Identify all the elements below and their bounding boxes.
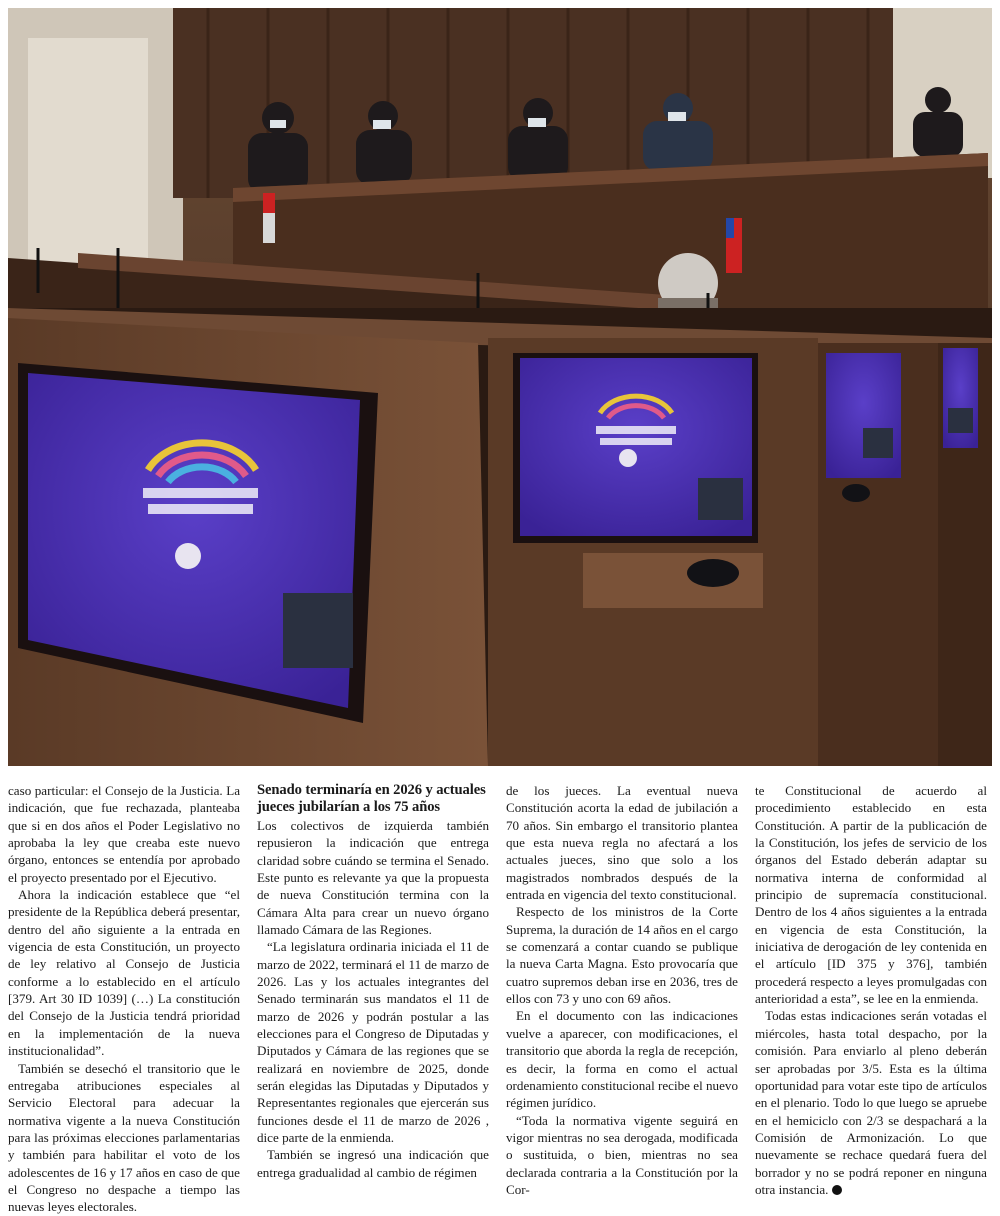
end-mark-icon [832,1185,842,1195]
column-4 [755,782,987,1197]
paragraph: te Constitucional de acuerdo al procedimiento establecido en esta Constitución. A partir de la publicación de la Constitución, los jefes de servicio de los órganos del Estado deberán adaptar su normativa interna de conformidad al principio de supremacía constitucional. Dentro de los 4 años siguientes a la entrada en vigencia de esta Constitución, la iniciativa de derogación de ley contenida en el artículo [ID 375 y 376], también procederá respecto a leyes promulgadas con anterioridad a esta”, se lee en la enmienda. [755,783,987,1007]
paragraph: Los colectivos de izquierda también repusieron la indicación que entrega claridad sobre cuándo se termina el Senado. Este punto es relevante ya que la propuesta de nueva Constitución termina con la Cámara Alta para crear un nuevo órgano llamado Cámara de las Regiones. [257,817,489,937]
paragraph: caso particular: el Consejo de la Justicia. La indicación, que fue rechazada, planteaba que si en dos años el Poder Legislativo no aprobaba la ley que creaba este nuevo órgano, entonces se entendía por aprobado el proyecto presentado por el Ejecutivo. [8,783,240,885]
column-3 [506,782,738,1197]
paragraph: En el documento con las indicaciones vuelve a aparecer, con modificaciones, el transitorio que aborda la regla de recepción, es decir, la forma en como el actual ordenamiento constitucional recibe el nuevo régimen jurídico. [506,1008,738,1111]
article-photo [8,8,992,766]
paragraph: Respecto de los ministros de la Corte Suprema, la duración de 14 años en el cargo se comenzará a contar cuando se publique la nueva Carta Magna. Esto provocaría que cuatro supremos deban irse en 2036, tres de ellos con 73 y uno con 69 años. [506,904,738,1007]
subheading: Senado terminaría en 2026 y actuales jueces jubilarían a los 75 años [257,782,486,816]
paragraph: Ahora la indicación establece que “el presidente de la República deberá presentar, dentro del año siguiente a la entrada en vigencia de esta Constitución, un proyecto de ley relativo al Consejo de Justicia conforme a lo establecido en el artículo [379. Art 30 ID 1039] (…) La constitución del Consejo de la Justicia tendrá prioridad en la implementación de la nueva institucionalidad”. [8,887,240,1059]
final-text: Todas estas indicaciones serán votadas el miércoles, hasta total despacho, por la comisión. Para enviarlo al pleno deberán ser aprobadas por 3/5. Esta es la última oportunidad para votar este tipo de artículos en el plenario. Todo lo que luego se apruebe en el hemiciclo con 2/3 se despachará a la Comisión de Armonización. Lo que nuevamente se rechace quedará fuera del borrador y no se podrá reponer en ninguna otra instancia. [755,1008,987,1197]
paragraph: de los jueces. La eventual nueva Constitución acorta la edad de jubilación a 70 años. Sin embargo el transitorio plantea que esta nueva regla no afectará a los actuales jueces, sino que solo a los magistrados nombrados después de la entrada en vigencia del texto constitucional. [506,783,738,903]
paragraph: “Toda la normativa vigente seguirá en vigor mientras no sea derogada, modificada o sustituida, o bien, mientras no sea declarada contraria a la Constitución por la Cor- [506,1112,738,1197]
paragraph: También se ingresó una indicación que entrega gradualidad al cambio de régimen [257,1147,489,1180]
paragraph: También se desechó el transitorio que le entregaba atribuciones especiales al Servicio Electoral para adecuar la normativa vigente a la nueva Constitución para las próximas elecciones parlamentarias y también para habilitar el voto de los adolescentes de 16 y 17 años en caso de que el Congreso no despache a tiempo las nuevas leyes electorales. [8,1060,240,1215]
column-1 [8,782,240,1215]
column-2 [257,782,489,1180]
paragraph: “La legislatura ordinaria iniciada el 11 de marzo de 2022, terminará el 11 de marzo de 2026. Las y los actuales integrantes del Senado terminarán sus mandatos el 11 de marzo de 2026 y podrán postular a las elecciones para el Congreso de Diputadas y Diputados y Cámara de las regiones que se realizará en noviembre de 2025, donde serán elegidas las Diputadas y Diputados y Representantes regionales que ejercerán sus funciones desde el 11 de marzo de 2026 , dice parte de la enmienda. [257,939,489,1145]
paragraph-final [755,1007,987,1198]
